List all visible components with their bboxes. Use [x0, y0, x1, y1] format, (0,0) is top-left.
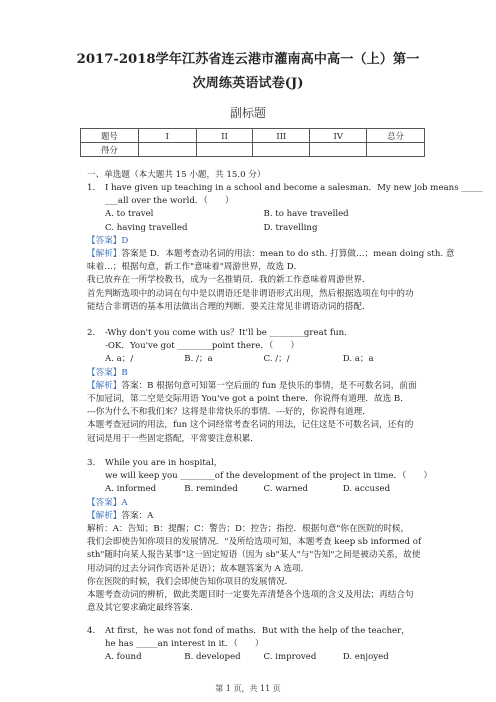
- score-cell: [138, 143, 196, 157]
- explanation-text: 意及其它要求确定最终答案．: [87, 603, 199, 614]
- explanation-text: 我们会即使告知你项目的发展情况．"及所给选项可知，本题考查 keep sb informed of: [87, 537, 422, 548]
- explanation-text: 本题考查冠词的用法，fun 这个词经常考查名词的用法，记住这是不可数名词，还有的: [87, 420, 414, 431]
- question-number: 1.: [87, 183, 96, 193]
- document-title-line2: 次周练英语试卷(J): [192, 76, 304, 91]
- score-header-cell: 总分: [367, 129, 425, 143]
- score-row-label: 得分: [81, 143, 139, 157]
- option-c: C. /；/: [263, 354, 290, 365]
- explanation-text: sth"随时向某人报告某事"这一固定短语（因为 sb"某人"与"告知"之间是被动关系，故使: [87, 550, 421, 561]
- question-number: 4.: [87, 626, 96, 636]
- explanation-text: 答案是 D．本题考查动名词的用法：mean to do sth. 打算做…；mean doing sth. 意: [121, 248, 455, 259]
- explanation-text: 不加冠词，第二空是交际用语 You've got a point there．你说得有道理．故选 B．: [87, 393, 409, 404]
- question-stem: -Why don't you come with us？It'll be ________great fun．: [105, 328, 353, 338]
- explanation-tag: 【解析】: [87, 248, 122, 259]
- explanation-text: 解析：A：告知；B：提醒；C：警告；D：控告；指控．根据句意"你在医院的时候，: [87, 523, 410, 534]
- option-b: B. reminded: [184, 484, 238, 495]
- options-row: [87, 483, 422, 496]
- explanation-text: 本题考查动词的辨析，做此类题目时一定要先弄清楚各个选项的含义及用法；再结合句: [87, 589, 414, 600]
- score-header-cell: 题号: [81, 129, 139, 143]
- score-table-header-row: [81, 129, 425, 143]
- answer-label: 【答案】A: [87, 497, 128, 508]
- section-heading: [87, 169, 422, 182]
- explanation-text: 答案：B 根据句意可知第一空后面的 fun 是快乐的事情，是不可数名词，前面: [121, 380, 417, 391]
- explanation-text: 我已放弃在一所学校教书，成为一名推销员．我的新工作意味着周游世界．: [87, 275, 371, 286]
- question-stem: While you are in hospital，: [105, 458, 223, 468]
- options-row: [87, 651, 422, 664]
- option-c: C. warned: [263, 484, 308, 495]
- question-stem-cont: he has _____an interest in it．（ ）: [105, 639, 264, 650]
- options-row: [87, 208, 422, 221]
- score-header-cell: III: [253, 129, 310, 143]
- option-b: B. /；a: [184, 354, 213, 365]
- question-3: [87, 457, 433, 615]
- score-cell: [310, 143, 367, 157]
- score-cell: [196, 143, 253, 157]
- explanation-text: 用动词的过去分词作宾语补足语）；故本题答案为 A 选项．: [87, 563, 310, 574]
- option-a: A. a；/: [105, 354, 134, 365]
- score-header-cell: II: [196, 129, 253, 143]
- question-stem-cont: -OK．You've got ________point there．（ ）: [105, 341, 299, 352]
- score-table-row: [81, 143, 425, 157]
- score-cell: [367, 143, 425, 157]
- question-number: 2.: [87, 328, 96, 338]
- option-c: C. having travelled: [105, 222, 188, 233]
- page-footer: 第 1 页，共 11 页: [215, 684, 281, 693]
- explanation-tag: 【解析】: [87, 380, 122, 391]
- explanation-text: 答案：A: [121, 510, 154, 521]
- answer-label: 【答案】B: [87, 367, 128, 378]
- explanation-text: 能结合非谓语的基本用法做出合理的判断．要关注常见非谓语动词的搭配．: [87, 301, 371, 312]
- option-d: D. travelling: [263, 222, 318, 233]
- question-4: [87, 625, 422, 665]
- option-d: D. accused: [342, 484, 391, 495]
- options-row: [87, 353, 422, 366]
- section-heading-text: 一、单选题（本大题共 15 小题，共 15.0 分）: [87, 170, 266, 180]
- score-table: [80, 128, 425, 157]
- question-1: [87, 182, 483, 314]
- explanation-text: 味着…；根据句意，新工作"意味着"周游世界，故选 D．: [87, 262, 303, 273]
- document-title-line1: 2017-2018学年江苏省连云港市灌南高中高一（上）第一: [76, 52, 420, 67]
- option-d: D. a；a: [342, 354, 374, 365]
- answer-label: 【答案】D: [87, 235, 129, 246]
- option-d: D. enjoyed: [342, 652, 389, 663]
- question-stem-cont: ___all over the world．（ ）: [105, 196, 234, 207]
- explanation-text: 首先判断选项中的动词在句中是以谓语还是非谓语形式出现，然后根据选项在句中的功: [87, 288, 414, 299]
- score-header-cell: IV: [310, 129, 367, 143]
- explanation-tag: 【解析】: [87, 510, 122, 521]
- option-a: A. informed: [105, 484, 157, 495]
- explanation-text: 你在医院的时候，我们会即使告知你项目的发展情况．: [87, 576, 294, 587]
- explanation-text: ---你为什么不和我们来？这将是非常快乐的事情．---好的，你说得有道理．: [87, 407, 371, 418]
- question-2: [87, 327, 422, 446]
- option-c: C. improved: [263, 652, 317, 663]
- option-b: B. to have travelled: [263, 209, 349, 220]
- score-cell: [253, 143, 310, 157]
- score-header-cell: I: [138, 129, 196, 143]
- option-b: B. developed: [184, 652, 241, 663]
- explanation-text: 冠词是用于一些固定搭配，平常要注意积累．: [87, 433, 259, 444]
- question-stem: I have given up teaching in a school and become a salesman．My new job means _____: [105, 183, 483, 193]
- option-a: A. to travel: [105, 209, 154, 220]
- question-stem-cont: we will keep you ________of the development of the project in time．（ ）: [105, 471, 433, 482]
- question-stem: At first，he was not fond of maths．But with the help of the teacher，: [105, 626, 410, 636]
- question-number: 3.: [87, 458, 96, 468]
- option-a: A. found: [105, 652, 142, 663]
- document-subtitle: 副标题: [229, 106, 266, 120]
- options-row: [87, 222, 422, 235]
